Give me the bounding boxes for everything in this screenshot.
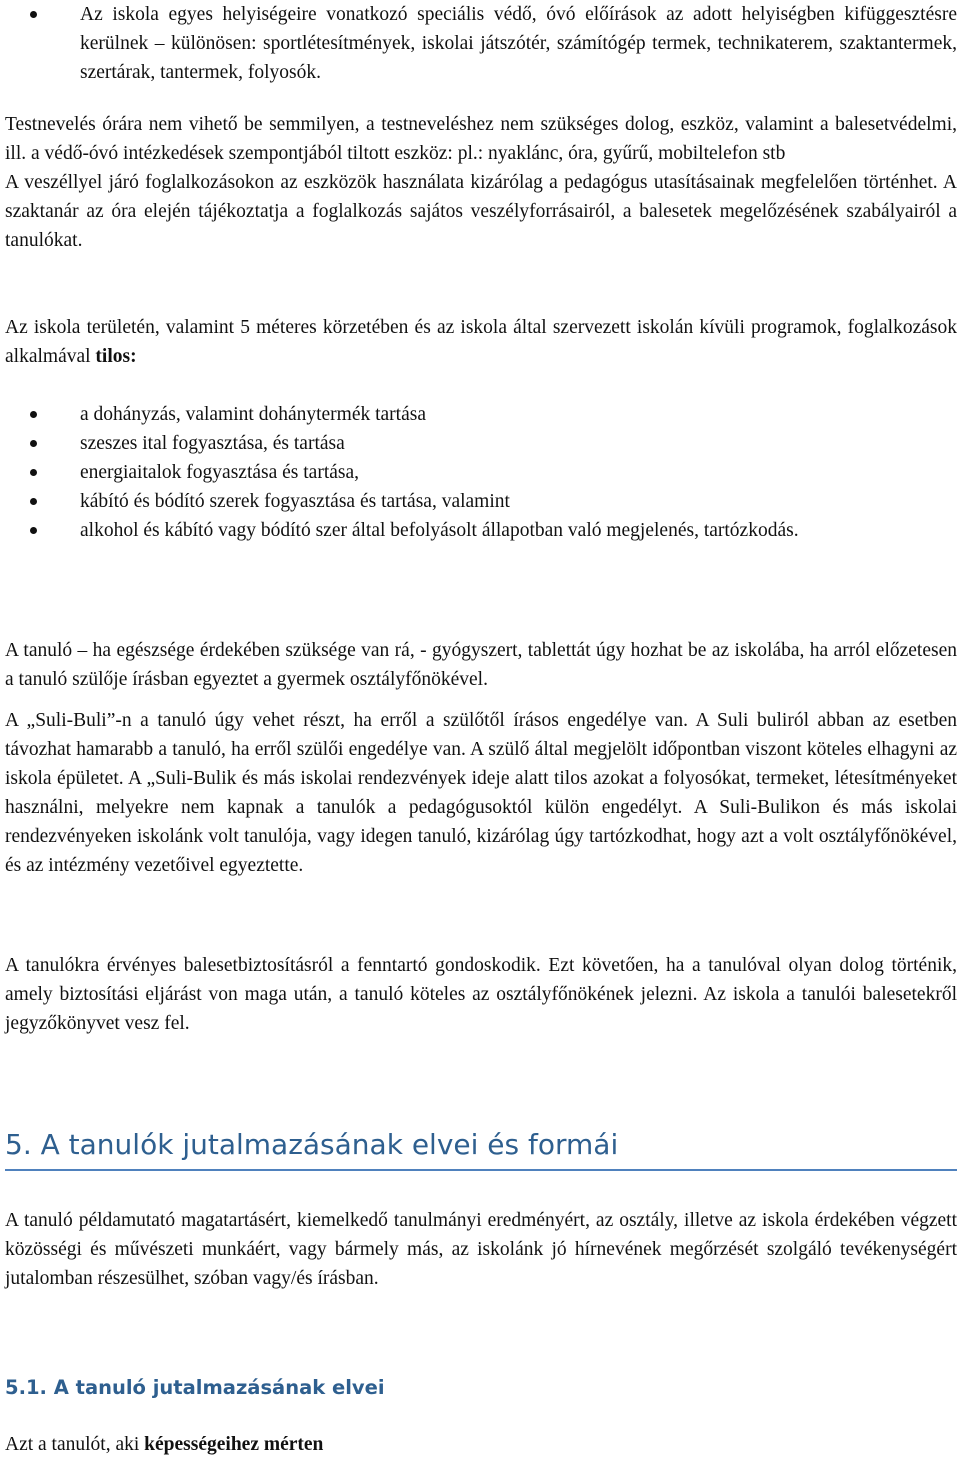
section-heading: 5. A tanulók jutalmazásának elvei és formái [5, 1127, 957, 1171]
list-item [5, 516, 957, 545]
list-item-text: kábító és bódító szerek fogyasztása és tartása, valamint [80, 491, 510, 512]
top-bullet-list [5, 0, 957, 87]
list-item [5, 400, 957, 429]
paragraph-baleset: A tanulókra érvényes balesetbiztosításról a fenntartó gondoskodik. Ezt követően, ha a tanulóval olyan dolog történik, amely biztosítási eljárást von maga után, a tanuló köteles az osztályfőnökének jelezni. Az iskola a tanulói balesetekről jegyzőkönyvet vesz fel. [5, 955, 957, 1034]
paragraph-testneveles [5, 110, 957, 255]
list-item [5, 429, 957, 458]
bullet-icon [30, 440, 37, 447]
tilos-bold: tilos: [95, 346, 137, 367]
paragraph-text [5, 313, 957, 371]
last-text: Azt a tanulót, aki [5, 1434, 145, 1455]
bullet-icon [30, 527, 37, 534]
paragraph-text: Testnevelés órára nem vihető be semmilyen, a testneveléshez nem szükséges dolog, eszköz, valamint a balesetvédelmi, ill. a védő-óvó intézkedések szempontjából tiltott eszköz: pl.: nyaklánc, óra, gyűrű, mobiltelefon stb [5, 114, 957, 164]
paragraph-jutalom: A tanuló példamutató magatartásért, kiemelkedő tanulmányi eredményért, az osztály, illetve az iskola érdekében végzett közösségi és művészeti munkáért, vagy bármely más, az iskolánk jó hírnevének megőrzését szolgáló tevékenységért jutalomban részesülhet, szóban vagy/és írásban. [5, 1210, 957, 1289]
tilos-bullet-list [5, 400, 957, 545]
bullet-icon [30, 469, 37, 476]
bullet-icon [30, 11, 37, 18]
list-item [5, 458, 957, 487]
list-item-text: a dohányzás, valamint dohánytermék tartása [80, 404, 426, 425]
paragraph-text: A veszéllyel járó foglalkozásokon az eszközök használata kizárólag a pedagógus utasításainak megfelelően történhet. A szaktanár az óra elején tájékoztatja a foglalkozás sajátos veszélyforrásairól, a balesetek megelőzésének szabályairól a tanulókat. [5, 172, 957, 251]
bullet-icon [30, 498, 37, 505]
subsection-heading: 5.1. A tanuló jutalmazásának elvei [5, 1376, 385, 1399]
list-item-text: alkohol és kábító vagy bódító szer által befolyásolt állapotban való megjelenés, tartózkodás. [80, 520, 799, 541]
list-item-text: energiaitalok fogyasztása és tartása, [80, 462, 360, 483]
paragraph-tilos [5, 313, 957, 371]
paragraph-sulibuli: A „Suli-Buli”-n a tanuló úgy vehet részt, ha erről a szülőtől írásos engedélye van. A Suli buliról abban az esetben távozhat hamarabb a tanuló, ha erről szülői engedélye van. A szülő által megjelölt időpontban viszont köteles elhagyni az iskola épületet. A „Suli-Bulik és más iskolai rendezvények ideje alatt tilos azokat a folyosókat, termeket, létesítményeket használni, melyekre nem kapnak a tanulók a pedagógusoktól külön engedélyt. A Suli-Bulikon és más iskolai rendezvényeken iskolánk volt tanulója, vagy idegen tanuló, kizárólag úgy tartózkodhat, hogy azt a volt osztályfőnökével, és az intézmény vezetőivel egyeztette. [5, 710, 957, 876]
bullet-icon [30, 411, 37, 418]
tilos-intro: Az iskola területén, valamint 5 méteres körzetében és az iskola által szervezett iskolán kívüli programok, foglalkozások alkalmával [5, 317, 957, 367]
paragraph-last [5, 1430, 957, 1459]
list-item-text: Az iskola egyes helyiségeire vonatkozó speciális védő, óvó előírások az adott helyiségben kifüggesztésre kerülnek – különösen: sportlétesítmények, iskolai játszótér, számítógép termek, technikaterem, szaktantermek, szertárak, tantermek, folyosók. [80, 4, 957, 83]
paragraph-gyogyszer: A tanuló – ha egészsége érdekében szüksége van rá, - gyógyszert, tablettát úgy hozhat be az iskolába, ha arról előzetesen a tanuló szülője írásban egyeztet a gyermek osztályfőnökével. [5, 640, 957, 690]
last-bold: képességeihez mérten [144, 1434, 324, 1455]
list-item-text: szeszes ital fogyasztása, és tartása [80, 433, 345, 454]
list-item [5, 487, 957, 516]
list-item [5, 0, 957, 87]
